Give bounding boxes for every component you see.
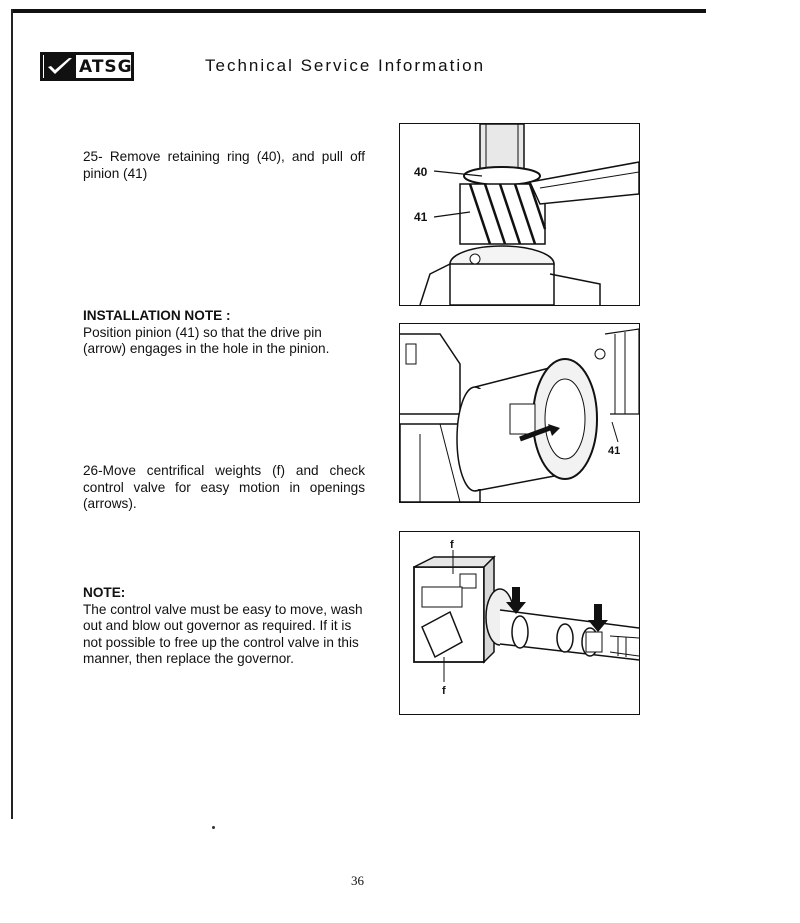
installation-note-body: Position pinion (41) so that the drive pin (arrow) engages in the hole in the pinion. [83,324,330,356]
figure-governor-weights [399,531,640,715]
governor-note-heading: NOTE: [83,585,126,600]
step-25-text: 25- Remove retaining ring (40), and pull off pinion (41) [83,149,365,181]
installation-note [83,308,365,358]
callout-41: 41 [414,210,428,224]
step-26-text: 26-Move centrifical weights (f) and check control valve for easy motion in openings (arrows). [83,463,365,511]
figure-pinion-installation [399,323,640,503]
drive-pin-illustration [400,324,639,502]
pinion-illustration [400,124,639,305]
governor-note-body: The control valve must be easy to move, wash out and blow out governor as required. If it is not possible to free up the control valve in this manner, then replace the governor. [83,601,363,666]
callout-f-top: f [450,539,454,551]
page-header-title: Technical Service Information [205,56,486,75]
scan-speck [212,826,215,829]
callout-41-fig2: 41 [608,445,621,457]
atsg-logo [40,52,134,81]
logo-text: ATSG [79,56,133,77]
figure-pinion-removal [399,123,640,306]
left-border-rule [11,9,13,819]
governor-note [83,585,365,668]
callout-f-bottom: f [442,685,446,697]
callout-40: 40 [414,165,428,179]
checkmark-icon [44,55,76,78]
top-border-rule [11,9,706,13]
governor-illustration [400,532,639,714]
installation-note-heading: INSTALLATION NOTE : [83,308,231,323]
page-number: 36 [351,873,364,888]
